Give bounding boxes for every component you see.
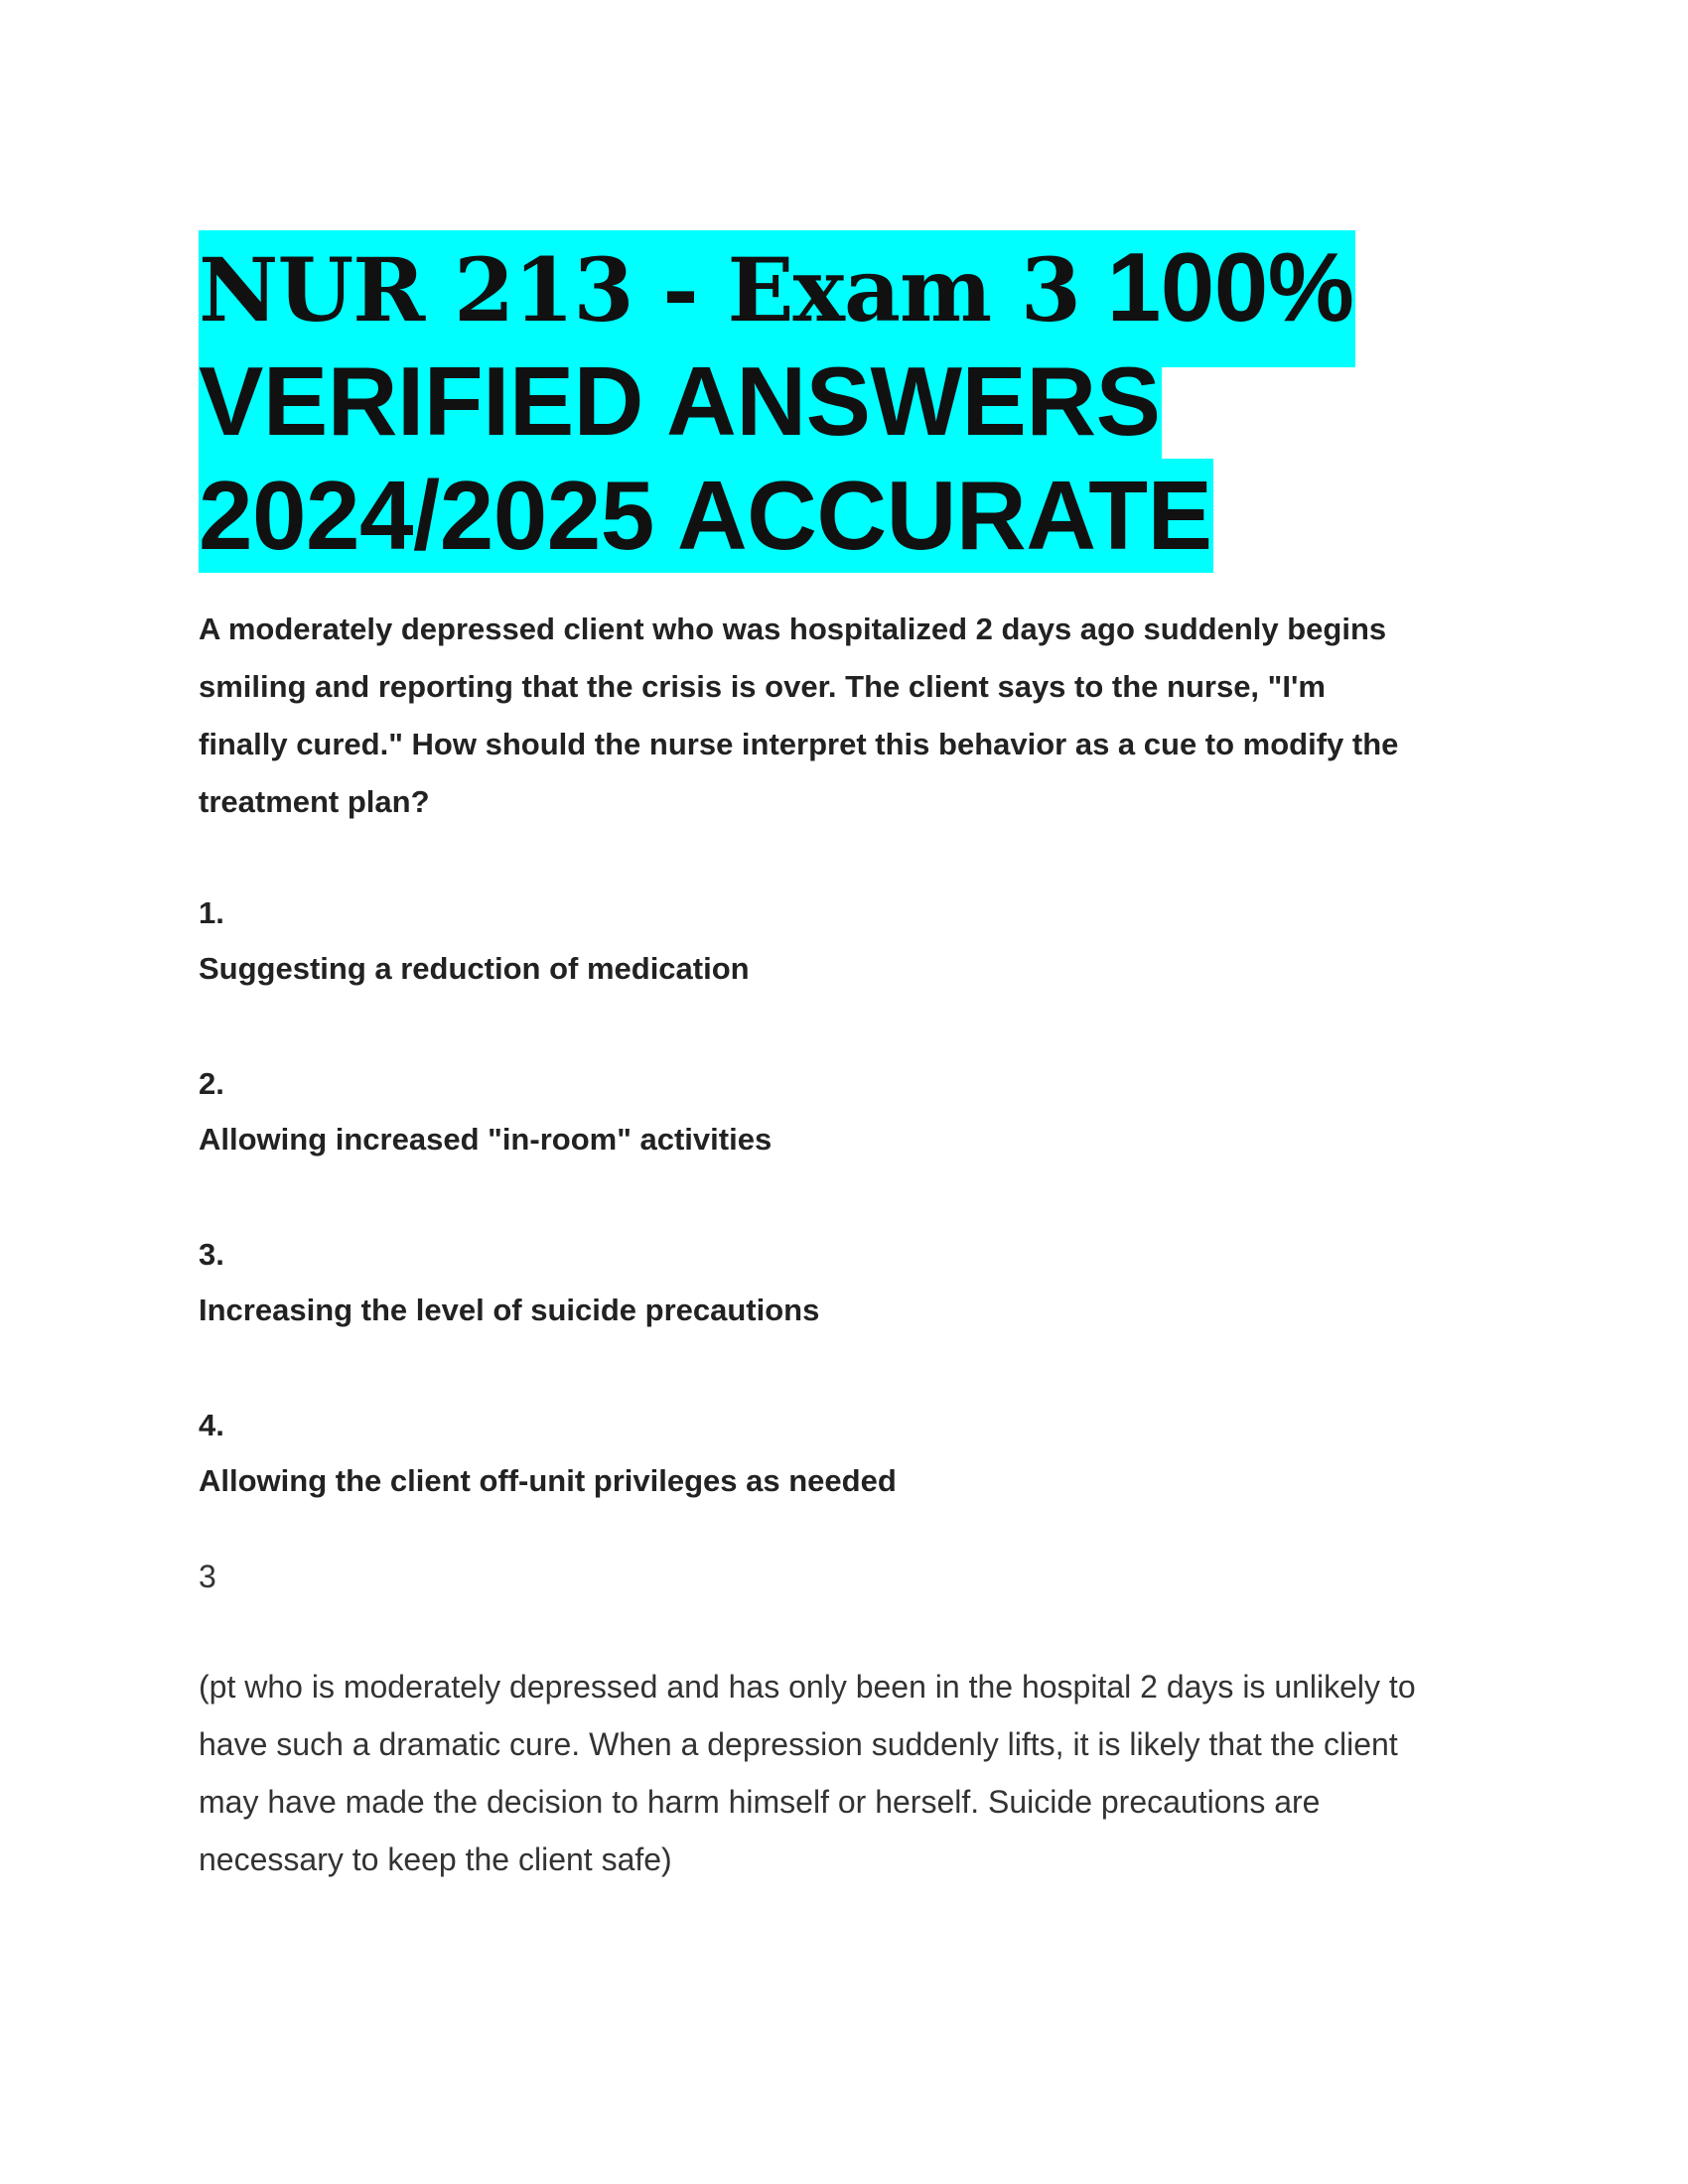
- answer-option-4: [199, 1398, 1509, 1509]
- answer-option-3: [199, 1227, 1509, 1338]
- title-course-text: NUR 213 - Exam 3: [199, 238, 1080, 341]
- answer-option-1: [199, 886, 1509, 997]
- document-title: [199, 230, 1589, 573]
- option-number: 4.: [199, 1408, 224, 1442]
- title-highlight-2: VERIFIED ANSWERS: [199, 344, 1162, 459]
- correct-answer: 3: [199, 1559, 216, 1594]
- rationale-text: [199, 1658, 1509, 1888]
- title-highlight-3: 2024/2025 ACCURATE: [199, 459, 1213, 573]
- title-line-3: [199, 459, 1589, 573]
- title-line-1: [199, 230, 1589, 344]
- question-line-1: A moderately depressed client who was hospitalized 2 days ago suddenly begins: [199, 612, 1387, 646]
- rationale-line-2: have such a dramatic cure. When a depression suddenly lifts, it is likely that the client: [199, 1726, 1398, 1762]
- option-number: 2.: [199, 1066, 224, 1101]
- question-line-3: finally cured." How should the nurse interpret this behavior as a cue to modify the: [199, 727, 1399, 761]
- rationale-line-1: (pt who is moderately depressed and has only been in the hospital 2 days is unlikely to: [199, 1669, 1416, 1705]
- title-percent-text: 100%: [1079, 232, 1354, 341]
- answer-option-2: [199, 1056, 1509, 1167]
- option-number: 3.: [199, 1237, 224, 1272]
- rationale-line-3: may have made the decision to harm himself or herself. Suicide precautions are: [199, 1784, 1321, 1820]
- option-number: 1.: [199, 895, 224, 930]
- option-text: Increasing the level of suicide precautions: [199, 1293, 820, 1327]
- option-text: Allowing the client off-unit privileges as needed: [199, 1463, 897, 1498]
- option-text: Allowing increased "in-room" activities: [199, 1122, 773, 1157]
- question-line-4: treatment plan?: [199, 784, 430, 819]
- rationale-line-4: necessary to keep the client safe): [199, 1842, 672, 1877]
- option-text: Suggesting a reduction of medication: [199, 951, 750, 986]
- question-text: [199, 601, 1509, 831]
- question-line-2: smiling and reporting that the crisis is over. The client says to the nurse, "I'm: [199, 669, 1326, 704]
- title-line-2: [199, 344, 1589, 459]
